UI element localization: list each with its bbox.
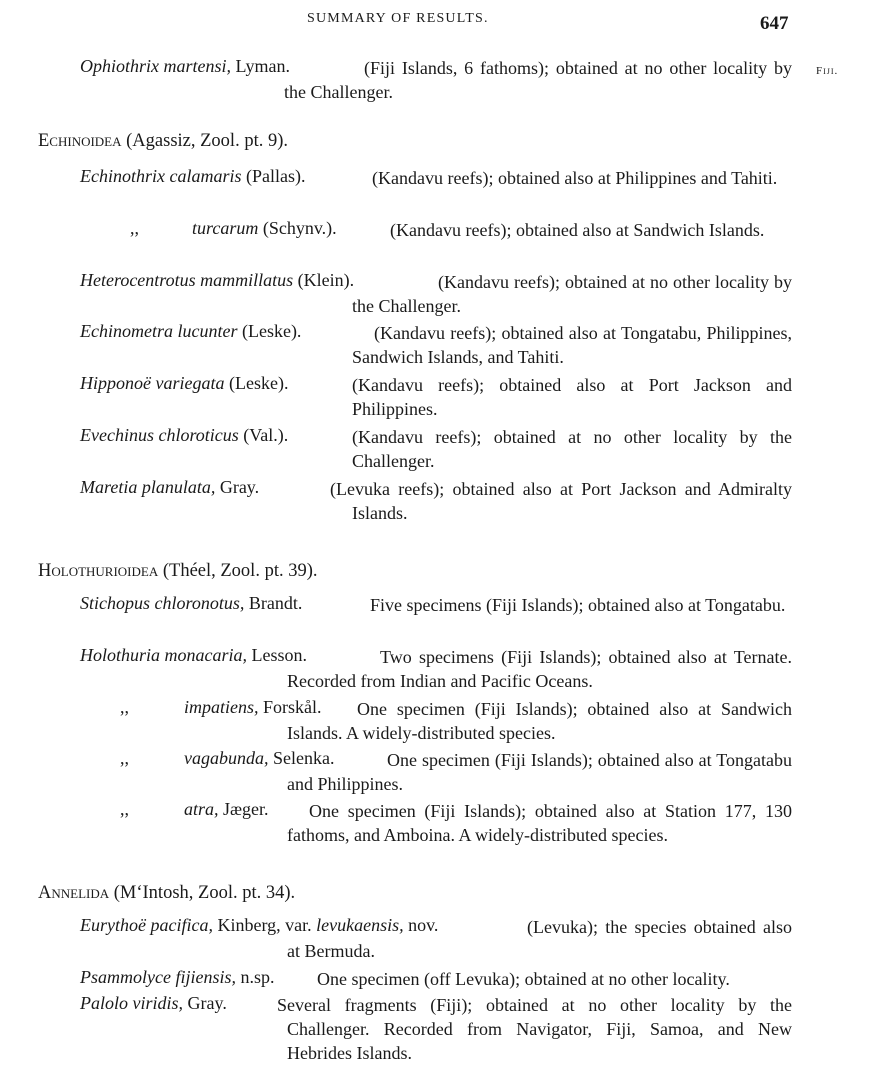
species-description: (Kandavu reefs); obtained also at Philippines and Tahiti. <box>372 168 778 188</box>
species-description: (Kandavu reefs); obtained also at Tongatabu, Philippines, Sandwich Islands, and Tahiti. <box>352 323 792 367</box>
species-name: vagabunda, <box>184 748 269 768</box>
species-authority: Forskål. <box>258 697 322 717</box>
species-description: Five specimens (Fiji Islands); obtained also at Tongatabu. <box>370 595 786 615</box>
species-name: Hipponoë variegata <box>80 373 225 393</box>
section-heading-holothurioidea <box>38 561 318 582</box>
section-reference: (Agassiz, Zool. pt. 9). <box>121 131 288 151</box>
variety-name: levukaensis, <box>311 915 404 935</box>
species-description: (Levuka); the species obtained also at Bermuda. <box>287 917 792 961</box>
species-name: Holothuria monacaria, <box>80 645 248 665</box>
species-authority: (Klein). <box>293 270 355 290</box>
species-description: One specimen (Fiji Islands); obtained also at Tongatabu and Philippines. <box>287 750 792 794</box>
species-name: Maretia planulata, <box>80 477 216 497</box>
species-authority: Kinberg, var. <box>212 915 312 935</box>
species-name: Ophiothrix martensi, <box>80 56 231 76</box>
species-name: Evechinus chloroticus <box>80 425 239 445</box>
margin-note: Fiji. <box>816 65 839 77</box>
section-title: Annelida <box>38 883 110 903</box>
species-authority: n.sp. <box>235 967 275 987</box>
ditto-mark: ,, <box>130 218 139 238</box>
page-number: 647 <box>760 13 789 34</box>
species-authority: Brandt. <box>244 593 303 613</box>
ditto-mark: ,, <box>120 697 129 717</box>
species-description: Two specimens (Fiji Islands); obtained also at Ternate. Recorded from Indian and Pacific Oceans. <box>287 647 792 691</box>
section-title: Echinoidea <box>38 131 122 151</box>
species-authority: Gray. <box>215 477 260 497</box>
section-title: Holothurioidea <box>38 561 159 581</box>
section-reference: (M‘Intosh, Zool. pt. 34). <box>109 883 296 903</box>
species-authority: Lesson. <box>247 645 308 665</box>
species-name: Stichopus chloronotus, <box>80 593 245 613</box>
species-description: (Kandavu reefs); obtained at no other locality by the Challenger. <box>352 427 792 471</box>
ditto-mark: ,, <box>120 748 129 768</box>
species-authority: (Leske). <box>224 373 289 393</box>
variety-suffix: nov. <box>403 915 439 935</box>
species-name: Palolo viridis, <box>80 993 183 1013</box>
species-name: atra, <box>184 799 219 819</box>
ditto-mark: ,, <box>120 799 129 819</box>
species-authority: Gray. <box>183 993 227 1013</box>
species-authority: (Leske). <box>237 321 302 341</box>
species-name: Eurythoë pacifica, <box>80 915 213 935</box>
species-authority: Lyman. <box>231 56 290 76</box>
species-description: (Kandavu reefs); obtained also at Port Jackson and Philippines. <box>352 375 792 419</box>
species-name: Echinothrix calamaris <box>80 166 242 186</box>
species-description: (Levuka reefs); obtained also at Port Jackson and Admiralty Islands. <box>330 479 792 523</box>
species-description: One specimen (Fiji Islands); obtained also at Station 177, 130 fathoms, and Amboina. A widely-distributed species. <box>287 801 792 845</box>
species-name: impatiens, <box>184 697 259 717</box>
species-name: turcarum <box>192 218 259 238</box>
section-heading-echinoidea <box>38 131 288 152</box>
species-authority: (Schynv.). <box>258 218 337 238</box>
section-heading-annelida <box>38 883 295 904</box>
species-authority: Jæger. <box>218 799 269 819</box>
species-name: Heterocentrotus mammillatus <box>80 270 294 290</box>
species-description: (Kandavu reefs); obtained at no other locality by the Challenger. <box>352 272 792 316</box>
species-name: Echinometra lucunter <box>80 321 238 341</box>
species-description: (Fiji Islands, 6 fathoms); obtained at no other locality by the Challenger. <box>284 58 792 102</box>
species-authority: Selenka. <box>268 748 335 768</box>
species-description: One specimen (off Levuka); obtained at no other locality. <box>317 969 730 989</box>
species-name: Psammolyce fijiensis, <box>80 967 236 987</box>
species-description: (Kandavu reefs); obtained also at Sandwich Islands. <box>390 220 765 240</box>
species-description: Several fragments (Fiji); obtained at no other locality by the Challenger. Recorded from Navigator, Fiji, Samoa, and New Hebrides Islands. <box>277 995 792 1063</box>
species-authority: (Pallas). <box>241 166 306 186</box>
running-title: SUMMARY OF RESULTS. <box>307 11 489 26</box>
species-description: One specimen (Fiji Islands); obtained also at Sandwich Islands. A widely-distributed species. <box>287 699 792 743</box>
section-reference: (Théel, Zool. pt. 39). <box>158 561 318 581</box>
species-authority: (Val.). <box>238 425 289 445</box>
